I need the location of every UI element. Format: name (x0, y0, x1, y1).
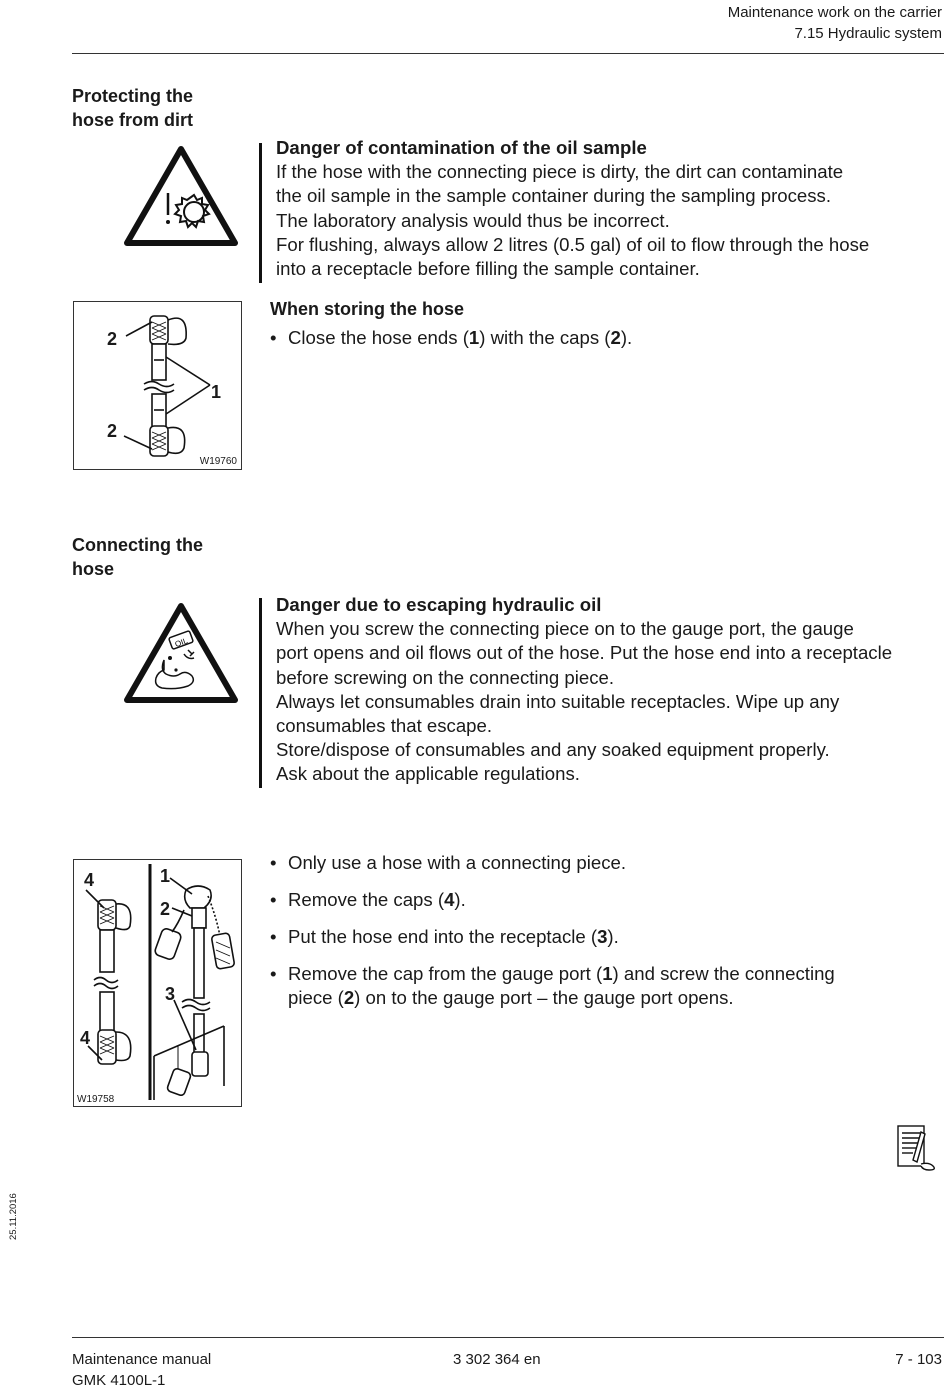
section2-heading-line2: hose (72, 559, 115, 579)
figure-code: W19758 (77, 1094, 115, 1105)
section1-heading-line1: Protecting the (72, 86, 194, 106)
warning2-title: Danger due to escaping hydraulic oil (276, 594, 602, 615)
page-header (728, 2, 942, 44)
figure-hose-connection (73, 859, 242, 1107)
warning1-line: The laboratory analysis would thus be incorrect. (276, 209, 670, 231)
header-chapter: Maintenance work on the carrier (727, 4, 942, 21)
warning2-line: Always let consumables drain into suitable receptacles. Wipe up any (276, 690, 840, 712)
section1-heading-line2: hose from dirt (72, 110, 194, 130)
bullet-item: • Remove the cap from the gauge port (1) and screw the connecting piece (2) on to the gauge port – the gauge port opens. (270, 962, 835, 1009)
hose-connection-illustration (74, 860, 241, 1106)
footer-document-number: 3 302 364 en (453, 1351, 541, 1368)
callout-label: 3 (165, 984, 176, 1004)
warning2-line: When you screw the connecting piece on to the gauge port, the gauge (276, 618, 854, 640)
bullet-item: • Close the hose ends (1) with the caps (2). (270, 327, 633, 348)
warning1-bar (259, 143, 262, 283)
warning1-line: the oil sample in the sample container during the sampling process. (276, 185, 832, 207)
warning2-line: Store/dispose of consumables and any soaked equipment properly. (276, 739, 830, 761)
connecting-hose-bullets (270, 851, 940, 1023)
bullet-item: • Only use a hose with a connecting piece. (270, 852, 626, 873)
section2-heading-line1: Connecting the (72, 535, 203, 555)
callout-label: 4 (80, 1028, 91, 1048)
footer-manual-title: Maintenance manual (72, 1351, 212, 1368)
callout-label: 1 (211, 382, 222, 402)
warning1-line: If the hose with the connecting piece is dirty, the dirt can contaminate (276, 161, 844, 183)
figure-code: W19760 (199, 456, 237, 467)
warning1-line: into a receptacle before filling the sample container. (276, 258, 700, 280)
callout-label: 2 (107, 329, 118, 349)
warning1-line: For flushing, always allow 2 litres (0.5 gal) of oil to flow through the hose (276, 233, 870, 255)
storing-hose-bullets (270, 326, 940, 363)
callout-label: 4 (84, 870, 95, 890)
footer-rule (72, 1337, 944, 1338)
section2-heading (72, 533, 252, 581)
side-date: 25.11.2016 (8, 1193, 19, 1240)
callout-label: 2 (107, 421, 118, 441)
bullet-item: • Put the hose end into the receptacle (3). (270, 925, 619, 947)
callout-label: 1 (160, 866, 171, 886)
warning2-line: before screwing on the connecting piece. (276, 666, 615, 688)
warning2-bar (259, 598, 262, 788)
warning1-text (276, 136, 944, 281)
footer-model: GMK 4100L-1 (72, 1372, 166, 1389)
storing-hose-subheading: When storing the hose (270, 299, 465, 319)
warning2-text (276, 593, 944, 787)
header-section: 7.15 Hydraulic system (794, 25, 942, 42)
danger-triangle-contamination-icon (124, 145, 239, 247)
section1-heading (72, 84, 252, 132)
warning1-title: Danger of contamination of the oil sample (276, 137, 647, 158)
warning2-line: port opens and oil flows out of the hose. Put the hose end into a receptacle (276, 642, 893, 664)
callout-label: 2 (160, 899, 171, 919)
warning2-line: consumables that escape. (276, 715, 493, 737)
bullet-item: • Remove the caps (4). (270, 888, 466, 910)
warning2-line: Ask about the applicable regulations. (276, 763, 580, 785)
notes-document-icon (895, 1124, 943, 1172)
header-rule (72, 53, 944, 54)
footer-left (72, 1349, 211, 1391)
oil-icon-label: OIL (173, 636, 189, 649)
danger-triangle-oil-icon (124, 602, 239, 704)
figure-hose-storage (73, 301, 242, 470)
footer-page-number: 7 - 103 (895, 1351, 942, 1368)
